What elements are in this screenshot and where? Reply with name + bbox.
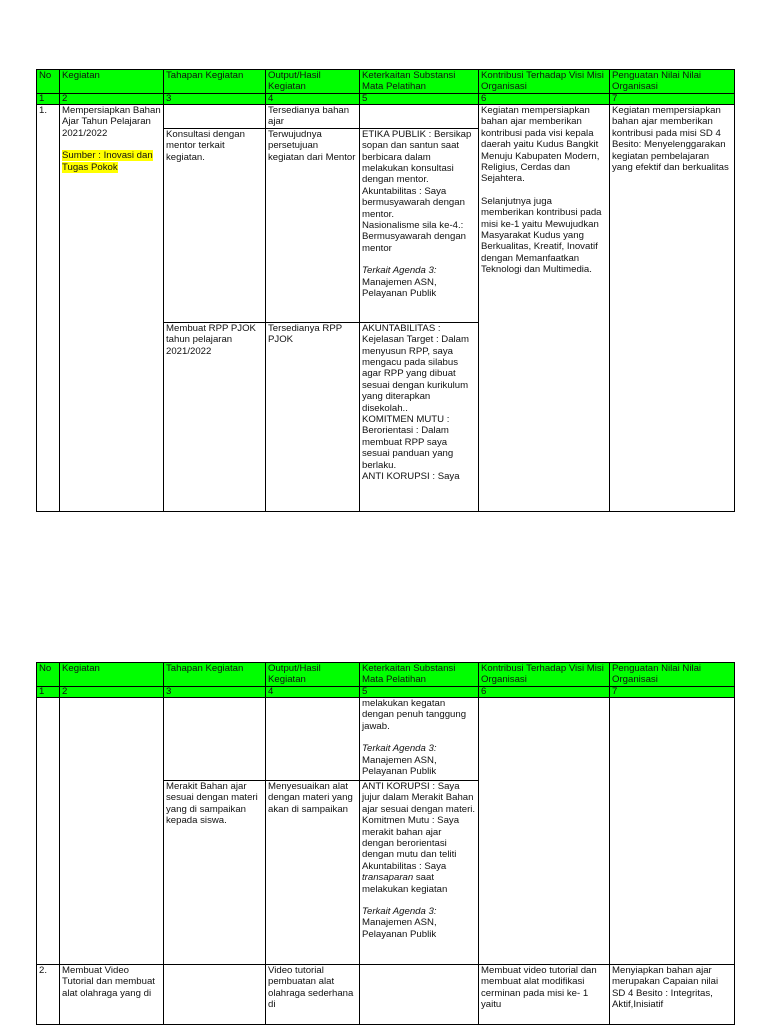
output-cell: Video tutorial pembuatan alat olahraga sederhana di: [266, 965, 360, 1025]
kegiatan-cell: Membuat Video Tutorial dan membuat alat olahraga yang di: [60, 965, 164, 1025]
agenda-text: Manajemen ASN, Pelayanan Publik: [362, 276, 437, 300]
table-row: [37, 105, 735, 129]
keterkaitan-cell: [360, 965, 479, 1025]
column-number-row: [37, 687, 735, 698]
table-row: [37, 698, 735, 781]
col-number: 4: [266, 94, 360, 105]
keterkaitan-text: melakukan kegatan dengan penuh tanggung jawab.: [362, 698, 467, 732]
keterkaitan-text-part: saat melakukan kegiatan: [362, 872, 448, 895]
table-header-row: [37, 663, 735, 687]
penguatan-cell: Menyiapkan bahan ajar merupakan Capaian nilai SD 4 Besito : Integritas, Aktif,Inisiatif: [610, 965, 735, 1025]
keterkaitan-text: ETIKA PUBLIK : Bersikap sopan dan santun saat berbicara dalam melakukan konsultasi dengan mentor.: [362, 128, 472, 186]
header-keterkaitan: Keterkaitan Substansi Mata Pelatihan: [360, 70, 479, 94]
keterkaitan-cell: [360, 128, 479, 322]
col-number: 5: [360, 687, 479, 698]
table-header-row: [37, 70, 735, 94]
row-number: 1.: [37, 105, 60, 512]
activity-table-2: [36, 662, 735, 1025]
header-output: Output/Hasil Kegiatan: [266, 663, 360, 687]
header-no: No: [37, 663, 60, 687]
header-kegiatan: Kegiatan: [60, 70, 164, 94]
keterkaitan-text: AKUNTABILITAS : Kejelasan Target : Dalam menyusun RPP, saya mengacu pada silabus agar RPP yang dibuat sesuai dengan kurikulum yang diterapkan disekolah..: [362, 322, 470, 414]
output-cell: [266, 698, 360, 781]
keterkaitan-text: Nasionalisme sila ke-4.: Bermusyawarah dengan mentor: [362, 220, 466, 254]
keterkaitan-cell: [360, 781, 479, 965]
table-row: [37, 965, 735, 1025]
kegiatan-text: Mempersiapkan Bahan Ajar Tahun Pelajaran 2021/2022: [62, 105, 161, 139]
col-number: 6: [479, 94, 610, 105]
row-number: [37, 698, 60, 965]
tahapan-cell: Merakit Bahan ajar sesuai dengan materi yang di sampaikan kepada siswa.: [164, 781, 266, 965]
penguatan-cell: Kegiatan mempersiapkan bahan ajar memberikan kontribusi pada misi SD 4 Besito: Menyelenggarakan kegiatan pembelajaran yang efektif dan berkualitas: [610, 105, 735, 512]
keterkaitan-text: [362, 861, 476, 895]
keterkaitan-cell: [360, 105, 479, 129]
col-number: 1: [37, 687, 60, 698]
col-number: 4: [266, 687, 360, 698]
keterkaitan-text-part: Akuntabilitas : Saya: [362, 860, 447, 872]
header-keterkaitan: Keterkaitan Substansi Mata Pelatihan: [360, 663, 479, 687]
kontribusi-cell: Membuat video tutorial dan membuat alat modifikasi cerminan pada misi ke- 1 yaitu: [479, 965, 610, 1025]
agenda-text: Manajemen ASN, Pelayanan Publik: [362, 917, 437, 940]
col-number: 1: [37, 94, 60, 105]
kontribusi-cell: [479, 698, 610, 965]
col-number: 3: [164, 687, 266, 698]
keterkaitan-text: KOMITMEN MUTU : Berorientasi : Dalam membuat RPP saya sesuai panduan yang berlaku.: [362, 414, 454, 471]
tahapan-cell: Membuat RPP PJOK tahun pelajaran 2021/2022: [164, 322, 266, 511]
col-number: 6: [479, 687, 610, 698]
keterkaitan-text: Komitmen Mutu : Saya merakit bahan ajar dengan berorientasi dengan mutu dan teliti: [362, 815, 460, 861]
header-kontribusi: Kontribusi Terhadap Visi Misi Organisasi: [479, 663, 610, 687]
activity-table-1: [36, 69, 735, 512]
penguatan-cell: [610, 698, 735, 965]
tahapan-cell: [164, 105, 266, 129]
tahapan-cell: [164, 965, 266, 1025]
kontribusi-cell: [479, 105, 610, 512]
agenda-text: Manajemen ASN, Pelayanan Publik: [362, 754, 437, 778]
header-tahapan: Tahapan Kegiatan: [164, 663, 266, 687]
col-number: 7: [610, 94, 735, 105]
output-cell: Menyesuaikan alat dengan materi yang akan di sampaikan: [266, 781, 360, 965]
sumber-highlight: Sumber : Inovasi dan Tugas Pokok: [62, 150, 153, 173]
tahapan-cell: [164, 698, 266, 781]
keterkaitan-text: ANTI KORUPSI : Saya jujur dalam Merakit Bahan ajar sesuai dengan materi.: [362, 781, 476, 815]
keterkaitan-text-italic: transaparan: [362, 872, 414, 884]
kontribusi-text: Selanjutnya juga memberikan kontribusi pada misi ke-1 yaitu Mewujudkan Masyarakat Kudus yang Berkualitas, Kreatif, Inovatif dengan Memanfaatkan Teknologi dan Multimedia.: [481, 195, 602, 276]
header-penguatan: Penguatan Nilai Nilai Organisasi: [610, 70, 735, 94]
header-no: No: [37, 70, 60, 94]
col-number: 5: [360, 94, 479, 105]
kegiatan-cell: [60, 698, 164, 965]
keterkaitan-cell: [360, 322, 479, 511]
header-kegiatan: Kegiatan: [60, 663, 164, 687]
col-number: 3: [164, 94, 266, 105]
keterkaitan-text: ANTI KORUPSI : Saya: [362, 471, 460, 483]
agenda-label: Terkait Agenda 3:: [362, 265, 437, 277]
agenda-label: Terkait Agenda 3:: [362, 743, 437, 755]
row-number: 2.: [37, 965, 60, 1025]
tahapan-cell: Konsultasi dengan mentor terkait kegiatan.: [164, 128, 266, 322]
output-cell: Tersedianya bahan ajar: [266, 105, 360, 129]
header-tahapan: Tahapan Kegiatan: [164, 70, 266, 94]
header-output: Output/Hasil Kegiatan: [266, 70, 360, 94]
output-cell: Tersedianya RPP PJOK: [266, 322, 360, 511]
kegiatan-cell: [60, 105, 164, 512]
kontribusi-text: Kegiatan mempersiapkan bahan ajar memberikan kontribusi pada visi kepala daerah yaitu Kudus Bangkit Menuju Kabupaten Modern, Religius, Cerdas dan Sejahtera.: [481, 105, 600, 185]
col-number: 7: [610, 687, 735, 698]
agenda-label: Terkait Agenda 3:: [362, 906, 437, 918]
keterkaitan-text: Akuntabilitas : Saya bermusyawarah dengan mentor.: [362, 185, 465, 220]
header-penguatan: Penguatan Nilai Nilai Organisasi: [610, 663, 735, 687]
col-number: 2: [60, 94, 164, 105]
header-kontribusi: Kontribusi Terhadap Visi Misi Organisasi: [479, 70, 610, 94]
output-cell: Terwujudnya persetujuan kegiatan dari Mentor: [266, 128, 360, 322]
column-number-row: [37, 94, 735, 105]
keterkaitan-cell: [360, 698, 479, 781]
col-number: 2: [60, 687, 164, 698]
